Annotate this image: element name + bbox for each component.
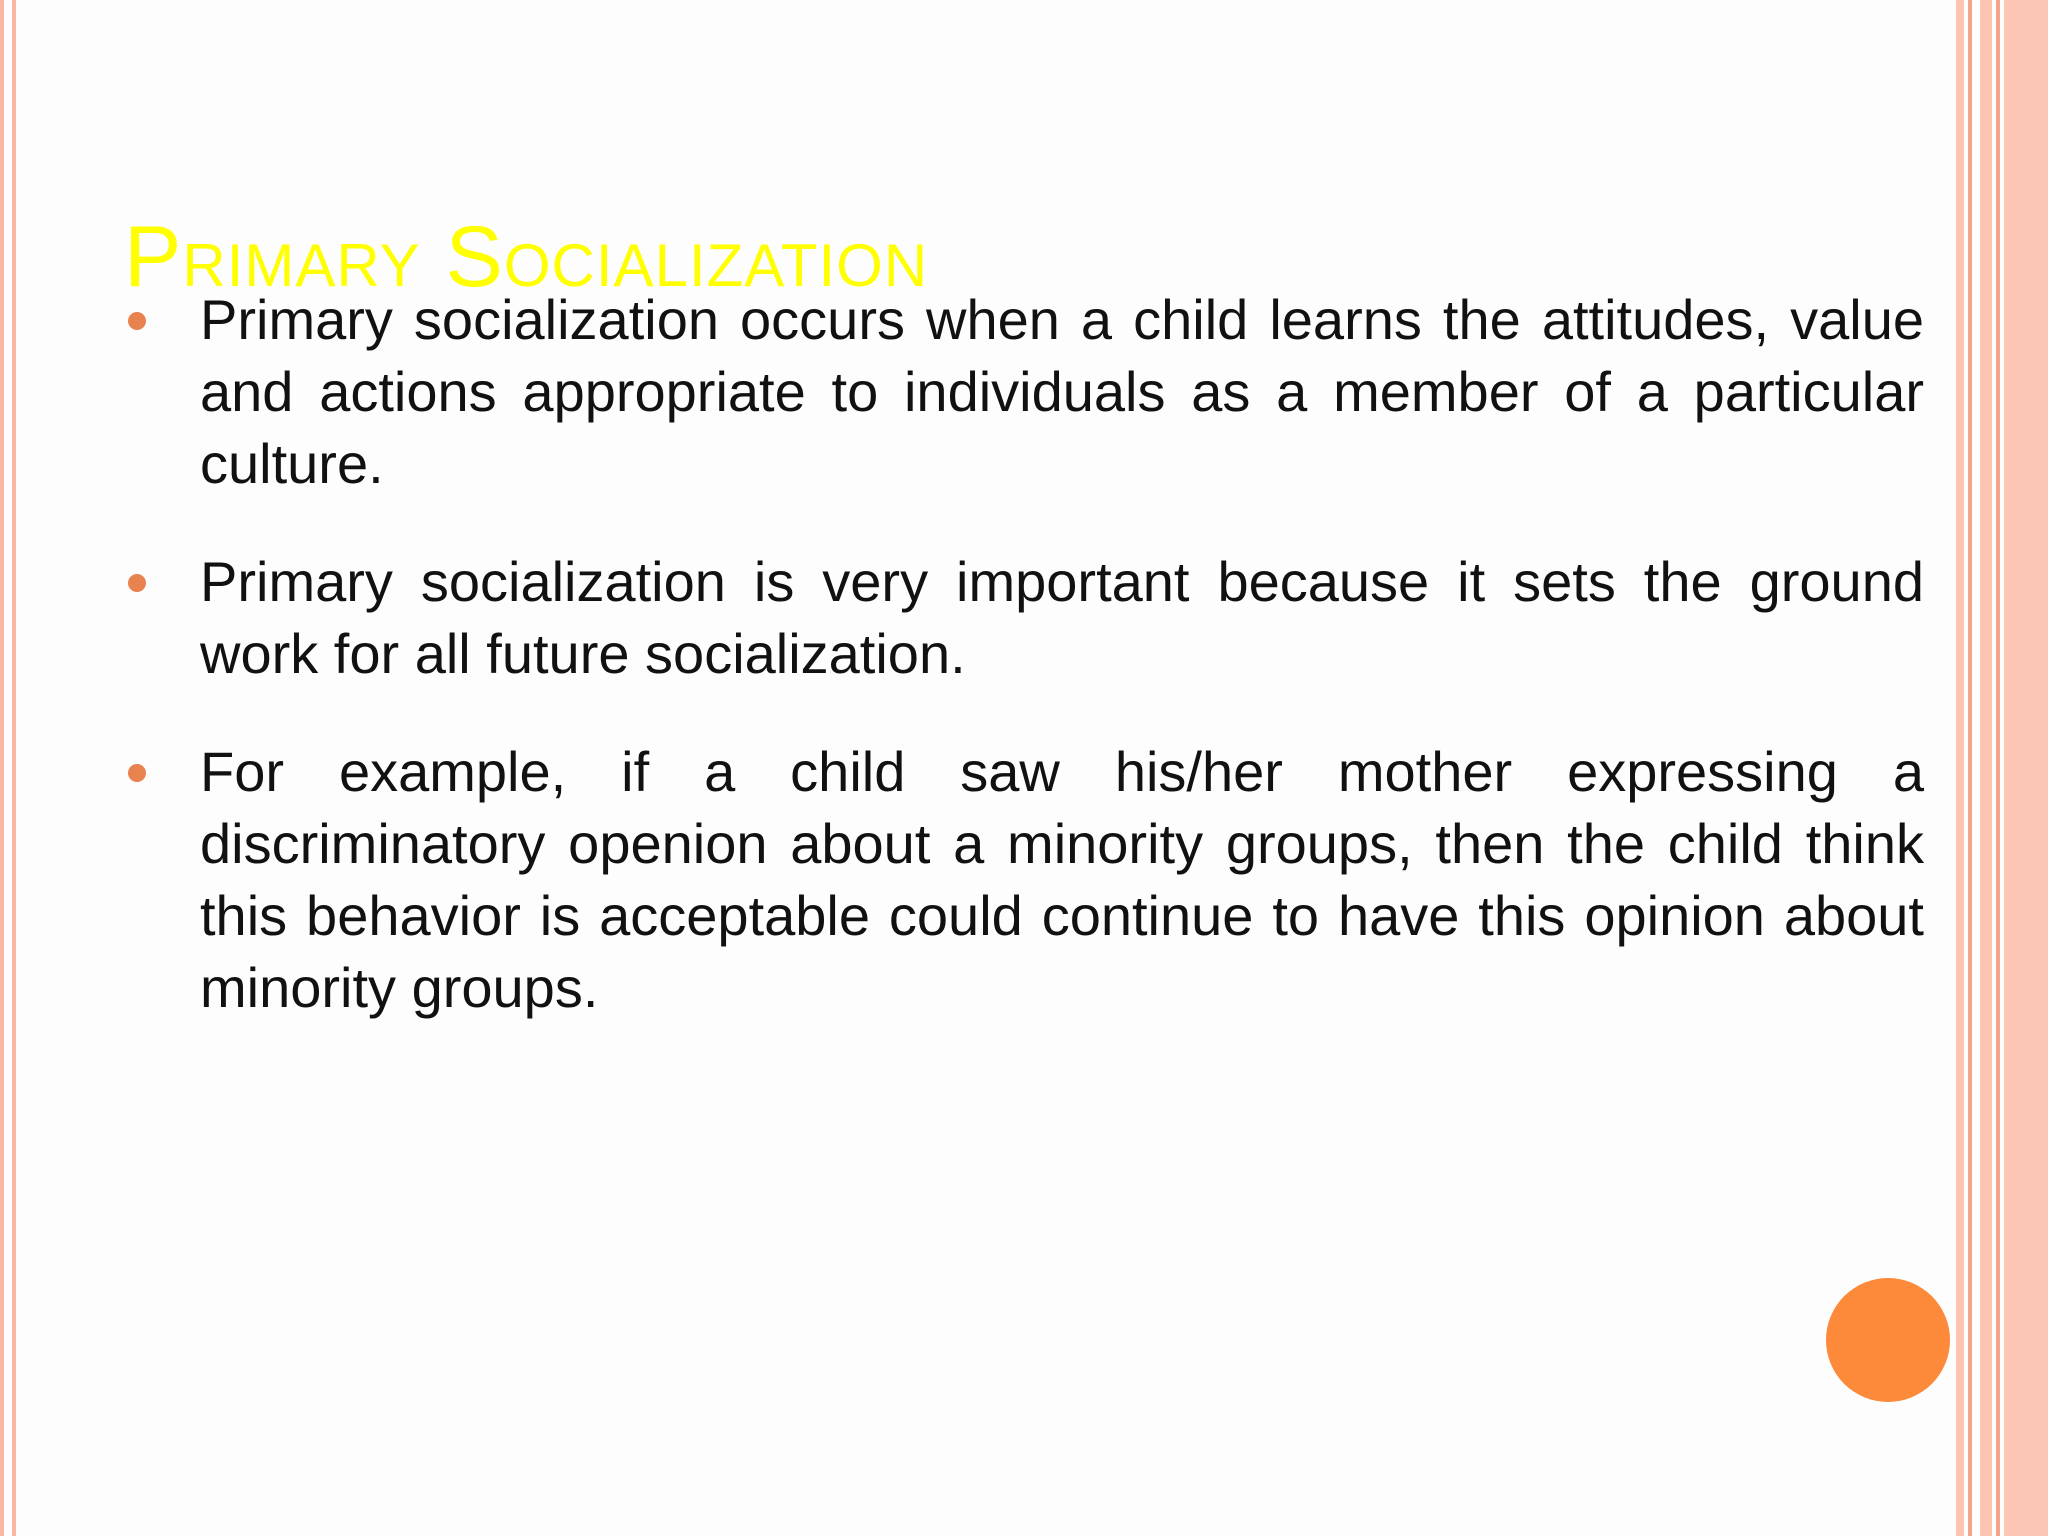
decorative-circle: [1826, 1278, 1950, 1402]
bullet-dot-icon: [128, 574, 146, 592]
bullet-text: Primary socialization occurs when a child learns the attitudes, value and actions appropriate to individuals as a member of a particular culture.: [200, 288, 1924, 495]
left-border-line: [12, 0, 16, 1536]
bullet-text: For example, if a child saw his/her mother expressing a discriminatory openion about a minority groups, then the child think this behavior is acceptable could continue to have this opinion about minority groups.: [200, 740, 1924, 1019]
bullet-text: Primary socialization is very important because it sets the ground work for all future socialization.: [200, 550, 1924, 685]
right-border-stripe: [1968, 0, 1972, 1536]
slide-title: Primary Socialization: [124, 209, 929, 305]
right-border-stripe: [1980, 0, 1992, 1536]
right-border-stripe: [2004, 0, 2048, 1536]
left-border-line: [0, 0, 4, 1536]
bullet-item: [124, 736, 1924, 1024]
right-border-stripe: [1996, 0, 2000, 1536]
right-border-stripe: [1956, 0, 1964, 1536]
bullet-dot-icon: [128, 764, 146, 782]
bullet-list: [124, 284, 1924, 1070]
bullet-item: [124, 284, 1924, 500]
bullet-dot-icon: [128, 312, 146, 330]
bullet-item: [124, 546, 1924, 690]
